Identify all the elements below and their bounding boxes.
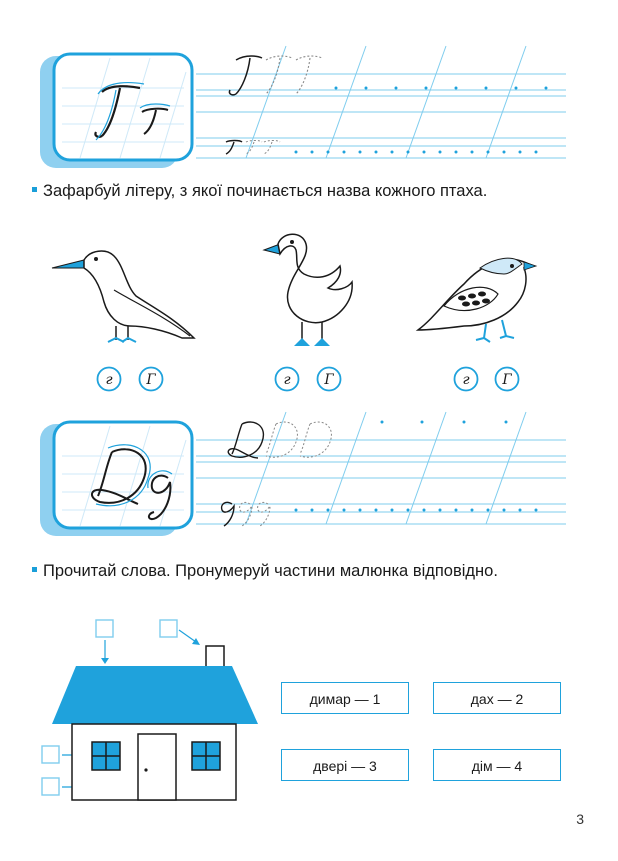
word-box-house: дім — 4: [433, 749, 561, 781]
choice-circle-lowercase-goose[interactable]: [274, 366, 300, 392]
svg-text:г: г: [462, 372, 470, 388]
bullet-icon: [32, 567, 37, 572]
task1-instruction: Зафарбуй літеру, з якої починається назва кожного птаха.: [32, 181, 572, 202]
bird-sparrow-illustration: [414, 246, 544, 346]
number-box-window[interactable]: [42, 746, 59, 763]
word-box-door: двері — 3: [281, 749, 409, 781]
svg-text:г: г: [105, 372, 113, 388]
tracing-area-d: [196, 412, 566, 532]
word-box-chimney: димар — 1: [281, 682, 409, 714]
bird-crow-illustration: [44, 246, 204, 356]
bird-goose-illustration: [258, 222, 368, 357]
svg-text:Г: Г: [502, 372, 512, 388]
choice-circle-uppercase-sparrow[interactable]: [494, 366, 520, 392]
svg-text:г: г: [283, 372, 291, 388]
number-box-chimney[interactable]: [96, 620, 113, 637]
tracing-area-g: [196, 46, 566, 166]
letter-card-d: [40, 416, 200, 536]
number-box-roof[interactable]: [160, 620, 177, 637]
bullet-icon: [32, 187, 37, 192]
choice-circle-lowercase-crow[interactable]: [96, 366, 122, 392]
letter-card-g: [40, 48, 200, 168]
choice-circle-uppercase-goose[interactable]: [316, 366, 342, 392]
page-number: 3: [576, 811, 584, 827]
word-box-roof: дах — 2: [433, 682, 561, 714]
svg-text:Г: Г: [324, 372, 334, 388]
svg-text:Г: Г: [146, 372, 156, 388]
house-illustration: [36, 616, 276, 806]
choice-circle-lowercase-sparrow[interactable]: [453, 366, 479, 392]
task2-instruction: Прочитай слова. Пронумеруй частини малюнка відповідно.: [32, 561, 572, 582]
choice-circle-uppercase-crow[interactable]: [138, 366, 164, 392]
number-box-house[interactable]: [42, 778, 59, 795]
